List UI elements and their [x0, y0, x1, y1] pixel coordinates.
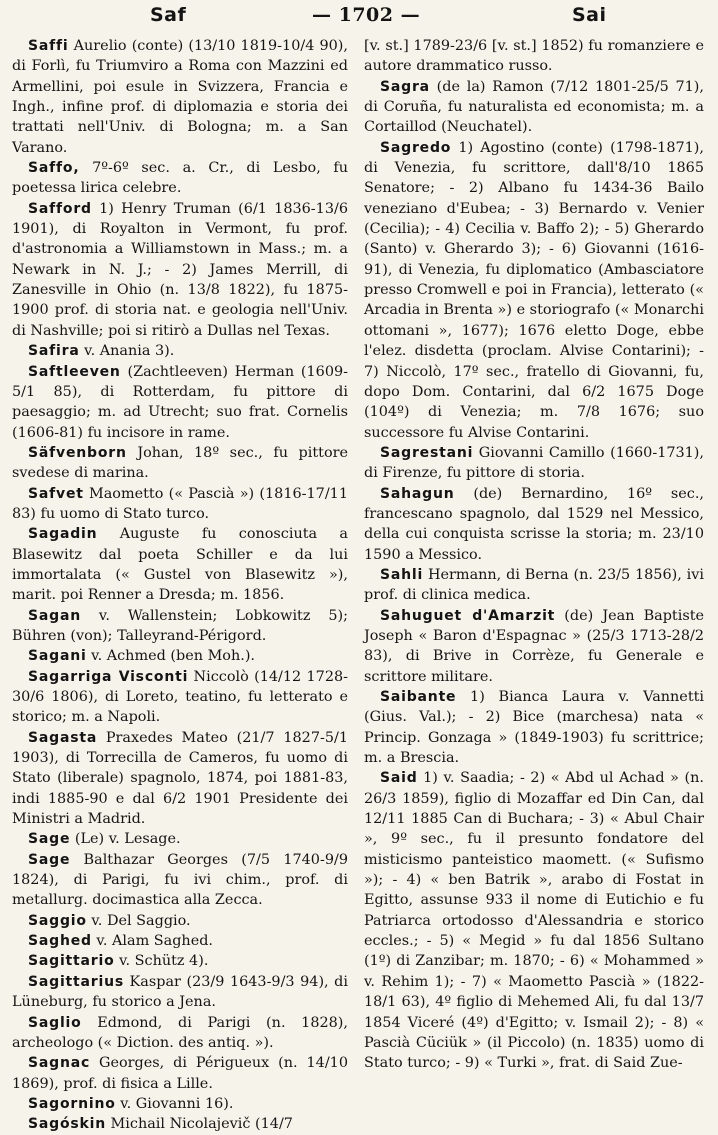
entry-text: 1) v. Saadia; - 2) « Abd ul Achad » (n. 26/3 1859), figlio di Mozaffar ed Din Can, dal 12/11 1885 Can di Buchara; - 3) « Abul Chair », 9º sec., fu il presunto fondatore del misticismo panteistico maomett. (« Sufismo »); - 4) « ben Batrik », arabo di Fostat in Egitto, assunse 933 il nome di Eutichio e fu Patriarca ortodosso d'Alessandria e storico eccles.; - 5) « Megid » fu dal 1856 Sultano (1º) di Zanzibar; m. 1870; - 6) « Mohammed » v. Rehim 1); - 7) « Maometto Pascià » (1822-18/1 63), 4º figlio di Mehemed Ali, fu dal 13/7 1854 Viceré (4º) d'Egitto; v. Ismail 2); - 8) « Pascià Cüciük » (il Piccolo) (n. 1835) uomo di Stato turco; - 9) « Turki », frat. di Said Zue- — [364, 770, 704, 1072]
dictionary-entry — [12, 1053, 348, 1094]
entry-text: Praxedes Mateo (21/7 1827-5/1 1903), di Torrecilla de Cameros, fu uomo di Stato (liberale) spagnolo, 1874, poi 1881-83, indi 1885-90 e dal 6/2 1901 Presidente dei Ministri a Madrid. — [12, 729, 348, 828]
entry-text: (Le) v. Lesage. — [70, 831, 181, 848]
entry-text: 1) Henry Truman (6/1 1836-13/6 1901), di Royalton in Vermont, fu prof. d'astronomia a Williamstown in Mass.; m. a Newark in N. J.; - 2) James Merrill, di Zanesville in Ohio (n. 13/8 1822), fu 1875-1900 prof. di storia nat. e geologia nell'Univ. di Nashville; poi si ritirò a Dullas nel Texas. — [12, 200, 348, 339]
dictionary-entry — [364, 138, 704, 443]
entry-text: 7º-6º sec. a. Cr., di Lesbo, fu poetessa lirica celebre. — [12, 160, 348, 197]
entry-headword: Sagasta — [28, 729, 98, 746]
page-number: — 1702 — — [312, 4, 421, 26]
dictionary-entry — [12, 1013, 348, 1054]
entry-headword: Sagnac — [28, 1055, 91, 1072]
dictionary-entry — [364, 565, 704, 606]
entry-text: Michail Nicolajevič (14/7 — [105, 1116, 293, 1133]
entry-headword: Saggio — [28, 912, 87, 929]
entry-headword: Saghed — [28, 933, 92, 950]
dictionary-entry — [12, 850, 348, 911]
dictionary-entry — [364, 768, 704, 1073]
entry-headword: Sagittarius — [28, 973, 124, 990]
dictionary-entry — [364, 443, 704, 484]
entry-headword: Sage — [28, 831, 71, 848]
entry-headword: Sagittario — [28, 953, 115, 970]
dictionary-entry — [12, 199, 348, 341]
entry-headword: Saftleeven — [28, 363, 121, 380]
entry-headword: Sagredo — [380, 139, 452, 156]
entry-headword: Sagóskin — [28, 1116, 106, 1133]
entry-headword: Sagrestani — [380, 444, 474, 461]
dictionary-entry — [364, 77, 704, 138]
entry-text: v. Alam Saghed. — [91, 933, 214, 950]
entry-headword: Sagadin — [28, 526, 98, 543]
entry-headword: Sagra — [380, 78, 430, 95]
entry-headword: Saibante — [380, 689, 457, 705]
dictionary-entry — [12, 1114, 348, 1134]
entry-text: Maometto (« Pascià ») (1816-17/11 83) fu uomo di Stato turco. — [12, 485, 348, 522]
entry-headword: Säfvenborn — [28, 444, 127, 461]
entry-headword: Saglio — [28, 1014, 82, 1031]
entry-text: Giovanni Camillo (1660-1731), di Firenze, fu pittore di storia. — [364, 444, 704, 482]
entry-headword: Said — [380, 770, 418, 787]
dictionary-entry — [12, 911, 348, 931]
dictionary-entry — [12, 36, 348, 158]
entry-text: Hermann, di Berna (n. 23/5 1856), ivi prof. di clinica medica. — [364, 566, 704, 604]
dictionary-entry — [364, 36, 704, 77]
header-last-word: Sai — [572, 4, 607, 26]
left-column — [12, 36, 348, 1135]
dictionary-entry — [12, 158, 348, 199]
dictionary-entry — [12, 931, 348, 951]
entry-headword: Saffo, — [28, 160, 80, 177]
entry-text: v. Wallenstein; Lobkowitz 5); Bühren (von); Talleyrand-Périgord. — [12, 607, 348, 644]
right-column — [364, 36, 704, 1074]
entry-text: 1) Agostino (conte) (1798-1871), di Venezia, fu scrittore, dall'8/10 1865 Senatore; - 2) Albano fu 1434-36 Bailo veneziano d'Eubea; - 3) Bernardo v. Venier (Cecilia); - 4) Cecilia v. Baffo 2); - 5) Gherardo (Santo) v. Gherardo 3); - 6) Giovanni (1616-91), di Venezia, fu diplomatico (Ambasciatore presso Cromwell e poi in Francia), letterato (« Arcadia in Brenta ») e storiografo (« Monarchi ottomani », 1677); 1676 eletto Doge, ebbe l'elez. disdetta (proclam. Alvise Contarini); - 7) Niccolò, 17º sec., fratello di Giovanni, fu, dopo Dom. Contarini, dal 6/2 1675 Doge (104º) di Venezia; m. 7/8 1676; suo successore fu Alvise Contarini. — [364, 139, 704, 441]
dictionary-entry — [12, 341, 348, 361]
entry-headword: Sagani — [28, 648, 87, 665]
entry-headword: Sagan — [28, 607, 81, 624]
entry-text: v. Schütz 4). — [114, 953, 209, 970]
entry-text: Georges, di Périgueux (n. 14/10 1869), prof. di fisica a Lille. — [12, 1055, 348, 1092]
entry-headword: Sagornino — [28, 1095, 116, 1112]
entry-text: v. Achmed (ben Moh.). — [86, 648, 256, 665]
page-header — [0, 2, 718, 30]
entry-headword: Sahuguet d'Amarzit — [380, 607, 556, 624]
entry-text: v. Del Saggio. — [86, 912, 191, 929]
header-first-word: Saf — [150, 4, 187, 26]
dictionary-entry — [364, 687, 704, 768]
entry-text: (de la) Ramon (7/12 1801-25/5 71), di Coruña, fu naturalista ed economista; m. a Cortaillod (Neuchatel). — [364, 78, 704, 136]
entry-headword: Saffi — [28, 38, 69, 54]
dictionary-entry — [364, 484, 704, 565]
entry-headword: Sagarriga Visconti — [28, 668, 189, 685]
entry-text: v. Anania 3). — [79, 343, 175, 360]
entry-headword: Safford — [28, 200, 92, 217]
entry-headword: Safira — [28, 343, 80, 360]
entry-text: (Zachtleeven) Herman (1609-5/1 85), di Rotterdam, fu pittore di paesaggio; m. ad Utrecht; suo frat. Cornelis (1606-81) fu incisore in rame. — [12, 363, 348, 441]
entry-text: Niccolò (14/12 1728-30/6 1806), di Loreto, teatino, fu letterato e storico; m. a Napoli. — [12, 668, 348, 726]
dictionary-entry — [12, 524, 348, 605]
dictionary-entry — [12, 972, 348, 1013]
entry-headword: Sahli — [380, 566, 424, 583]
entry-text: Aurelio (conte) (13/10 1819-10/4 90), di Forlì, fu Triumviro a Roma con Mazzini ed Armellini, poi esule in Svizzera, Francia e Ingh., infine prof. di diplomazia e storia dei trattati nell'Univ. di Bologna; m. a San Varano. — [12, 38, 348, 156]
dictionary-entry — [12, 1094, 348, 1114]
entry-text: (de) Jean Baptiste Joseph « Baron d'Espagnac » (25/3 1713-28/2 83), di Brive in Corrèze, fu Generale e scrittore militare. — [364, 607, 705, 685]
entry-text: v. Giovanni 16). — [115, 1095, 234, 1112]
dictionary-entry — [12, 728, 348, 830]
dictionary-entry — [12, 606, 348, 647]
dictionary-entry — [12, 484, 348, 525]
dictionary-entry — [12, 829, 348, 849]
dictionary-entry — [12, 667, 348, 728]
entry-text: Balthazar Georges (7/5 1740-9/9 1824), di Parigi, fu ivi chim., prof. di metallurg. docimastica alla Zecca. — [12, 851, 348, 909]
dictionary-entry — [364, 606, 704, 687]
entry-text: 1) Bianca Laura v. Vannetti (Gius. Val.); - 2) Bice (marchesa) nata « Princip. Gonzaga » (1849-1903) fu scrittrice; m. a Brescia. — [364, 689, 704, 767]
entry-text: Johan, 18º sec., fu pittore svedese di marina. — [12, 444, 348, 482]
entry-text: Edmond, di Parigi (n. 1828), archeologo (« Diction. des antiq. »). — [12, 1014, 348, 1051]
dictionary-entry — [12, 443, 348, 484]
entry-text: Kaspar (23/9 1643-9/3 94), di Lüneburg, fu storico a Jena. — [12, 973, 348, 1011]
dictionary-entry — [12, 646, 348, 666]
entry-text: (de) Bernardino, 16º sec., francescano spagnolo, dal 1529 nel Messico, della cui conquista scrisse la storia; m. 23/10 1590 a Messico. — [364, 485, 704, 563]
entry-text: [v. st.] 1789-23/6 [v. st.] 1852) fu romanziere e autore drammatico russo. — [364, 38, 704, 75]
entry-headword: Sahagun — [380, 485, 455, 502]
entry-headword: Safvet — [28, 485, 84, 502]
dictionary-entry — [12, 951, 348, 971]
entry-headword: Sage — [28, 851, 71, 868]
entry-text: Auguste fu conosciuta a Blasewitz dal poeta Schiller e da lui immortalata (« Gustel von Blasewitz »), marit. poi Renner a Dresda; m. 1856. — [12, 526, 348, 604]
dictionary-entry — [12, 362, 348, 443]
